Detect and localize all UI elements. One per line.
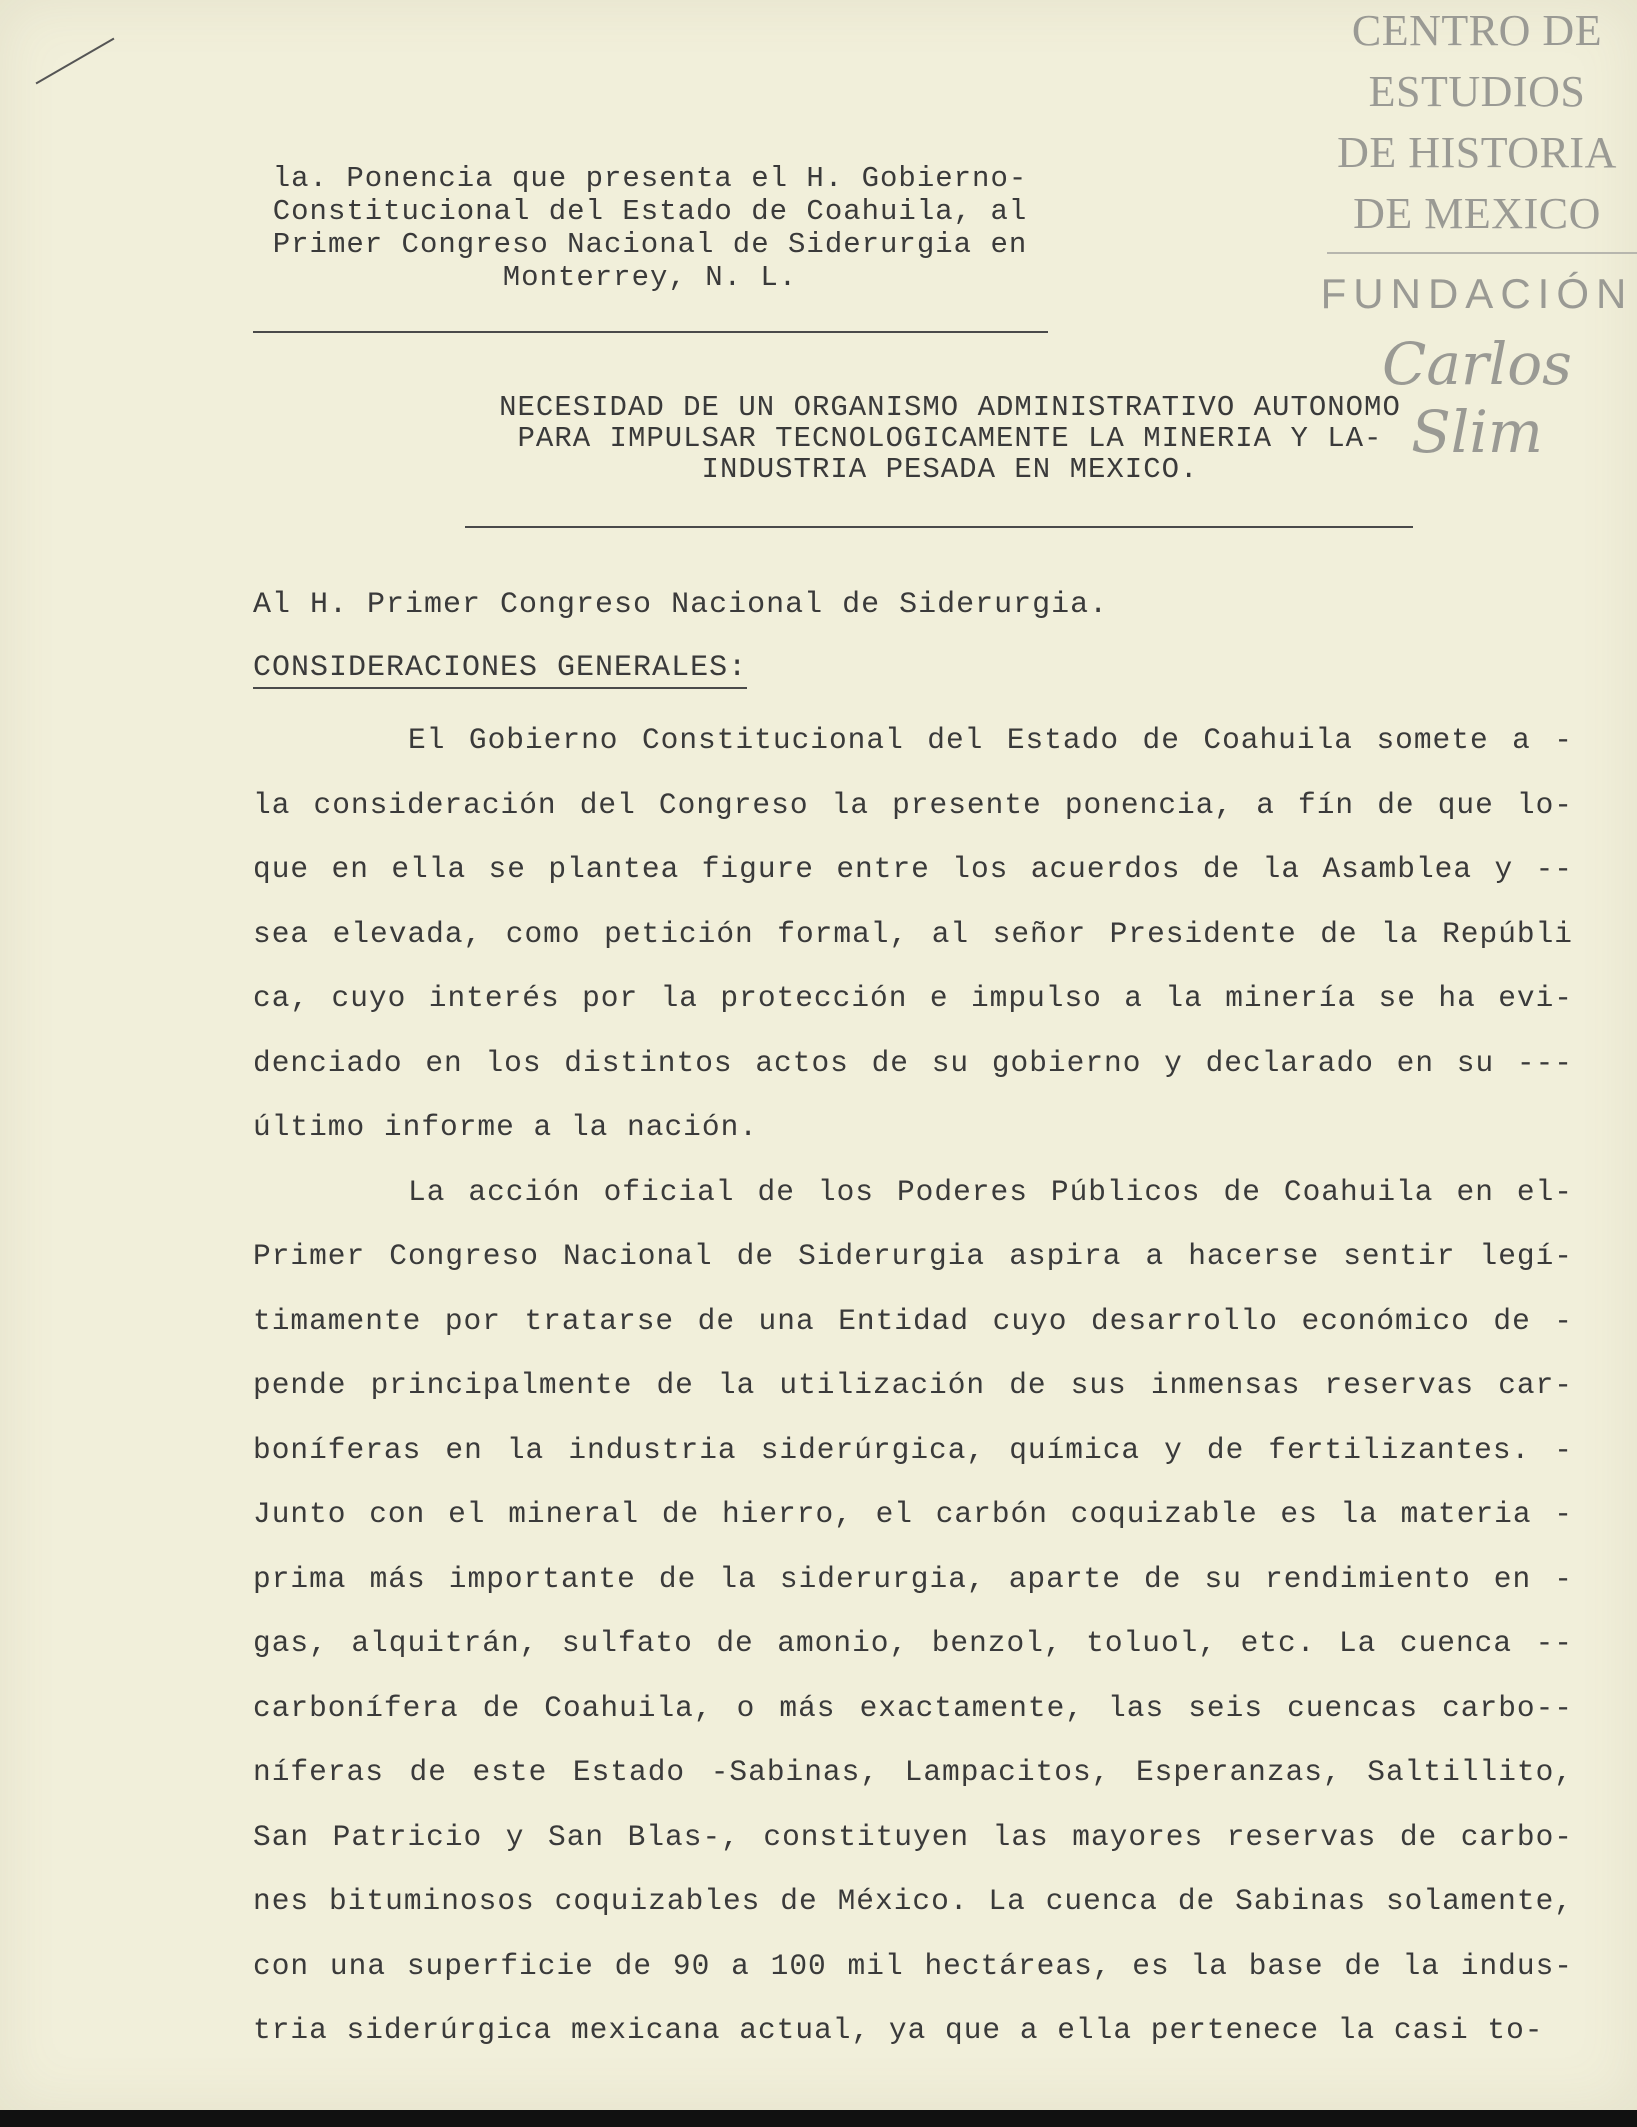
body-paragraph: La acción oficial de los Poderes Públicos de Coahuila en el- Primer Congreso Nacional de Siderurgia aspira a hacerse sentir legí- timamente por tratarse de una Entidad cuyo desarrollo económico de - pende principalmente de la utilización de sus inmensas reservas car- boníferas en la industria siderúrgica, química y de fertilizantes. - Junto con el mineral de hierro, el carbón coquizable es la materia - prima más importante de la siderurgia, aparte de su rendimiento en - gas, alquitrán, sulfato de amonio, benzol, toluol, etc. La cuenca -- carbonífera de Coahuila, o más exactamente, las seis cuencas carbo-- níferas de este Estado -Sabinas, Lampacitos, Esperanzas, Saltillito, San Patricio y San Blas-, constituyen las mayores reservas de carbo- nes bituminosos coquizables de México. La cuenca de Sabinas solamente, con una superficie de 90 a 100 mil hectáreas, es la base de la indus- tria siderúrgica mexicana actual, ya que a ella pertenece la casi to-: [253, 1174, 1573, 2047]
watermark-line: DE MEXICO: [1353, 189, 1601, 238]
title-line: PARA IMPULSAR TECNOLOGICAMENTE LA MINERIA Y LA-: [517, 422, 1383, 455]
watermark-foundation: FUNDACIÓN: [1320, 270, 1634, 317]
section-heading: CONSIDERACIONES GENERALES:: [253, 651, 747, 689]
document-header: [240, 162, 1060, 294]
header-line: la. Ponencia que presenta el H. Gobierno-: [272, 162, 1028, 195]
header-rule: [253, 331, 1048, 333]
title-line: INDUSTRIA PESADA EN MEXICO.: [701, 453, 1199, 486]
addressee-line: Al H. Primer Congreso Nacional de Siderurgia.: [253, 588, 1109, 622]
title-line: NECESIDAD DE UN ORGANISMO ADMINISTRATIVO AUTONOMO: [499, 391, 1401, 424]
watermark-divider: [1327, 252, 1637, 254]
document-title: [430, 392, 1470, 485]
watermark-line: DE HISTORIA: [1337, 128, 1617, 177]
watermark-line: ESTUDIOS: [1368, 67, 1586, 116]
header-line: Primer Congreso Nacional de Siderurgia en: [272, 228, 1028, 261]
document-body: [253, 708, 1573, 2063]
archive-watermark: [1317, 0, 1637, 466]
scan-border: [0, 2110, 1637, 2127]
title-rule: [465, 526, 1413, 528]
body-paragraph: El Gobierno Constitucional del Estado de Coahuila somete a - la consideración del Congreso la presente ponencia, a fín de que lo- que en ella se plantea figure entre los acuerdos de la Asamblea y -- sea elevada, como petición formal, al señor Presidente de la Repúbli ca, cuyo interés por la protección e impulso a la minería se ha evi- denciado en los distintos actos de su gobierno y declarado en su --- último informe a la nación.: [253, 723, 1573, 1144]
header-line: Constitucional del Estado de Coahuila, al: [272, 195, 1028, 228]
watermark-signature: Carlos Slim: [1382, 330, 1572, 466]
watermark-line: CENTRO DE: [1351, 6, 1603, 55]
pen-mark: [36, 38, 115, 85]
header-line: Monterrey, N. L.: [502, 261, 798, 294]
